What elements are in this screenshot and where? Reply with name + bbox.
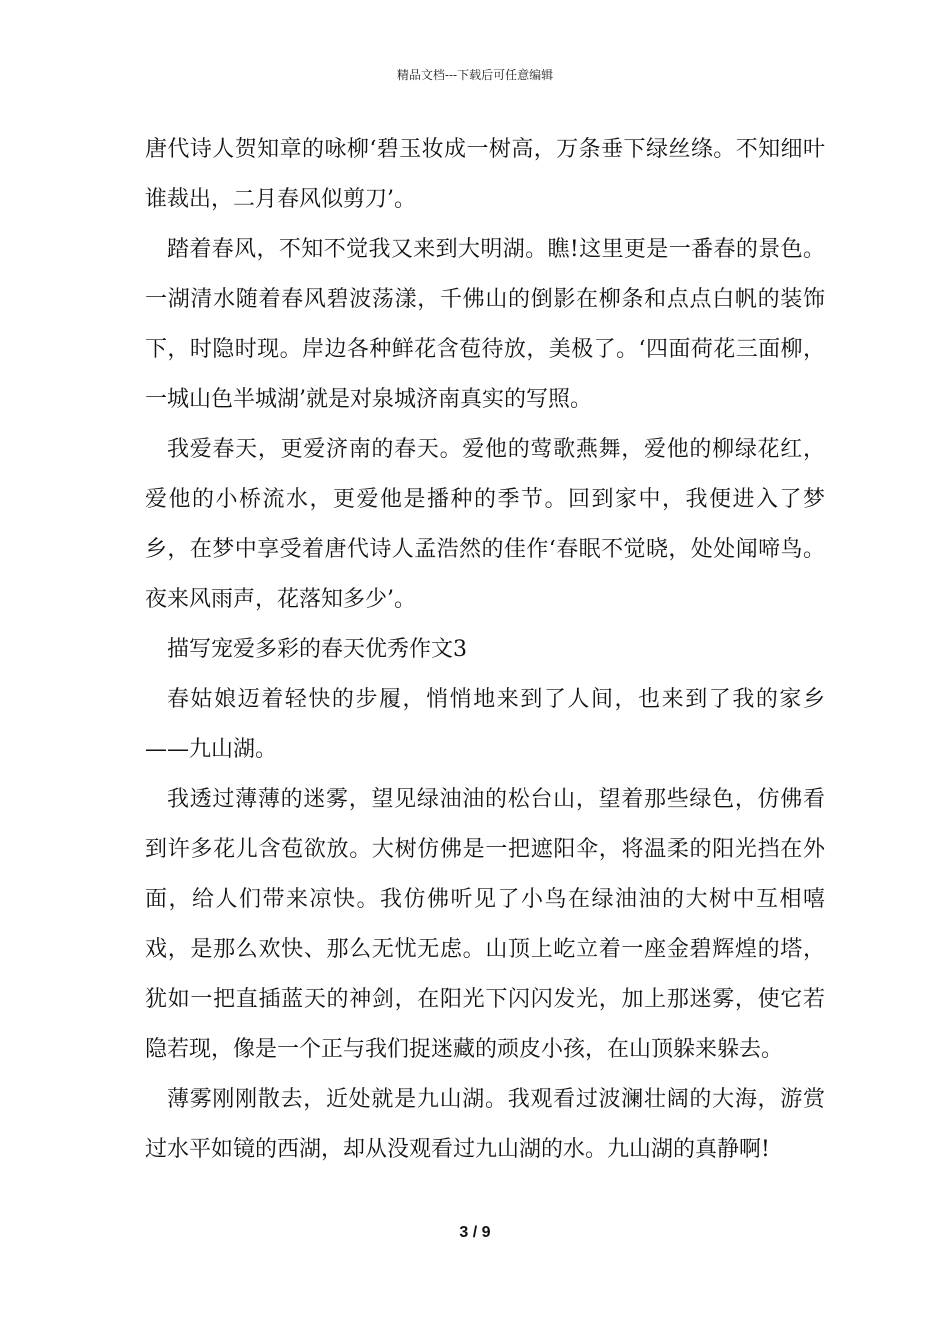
paragraph-songtai-mountain: 我透过薄薄的迷雾，望见绿油油的松台山，望着那些绿色，仿佛看到许多花儿含苞欲放。大树仿佛是一把遮阳伞，将温柔的阳光挡在外面，给人们带来凉快。我仿佛听见了小鸟在绿油油的大树中互相嘻戏，是那么欢快、那么无忧无虑。山顶上屹立着一座金碧辉煌的塔，犹如一把直插蓝天的神剑，在阳光下闪闪发光，加上那迷雾，使它若隐若现，像是一个正与我们捉迷藏的顽皮小孩，在山顶躲来躲去。 — [145, 787, 825, 1062]
paragraph-poem-quote: 唐代诗人贺知章的咏柳‘碧玉妆成一树高，万条垂下绿丝绦。不知细叶谁裁出，二月春风似剪刀’。 — [145, 137, 825, 212]
paragraph-daming-lake: 踏着春风，不知不觉我又来到大明湖。瞧!这里更是一番春的景色。一湖清水随着春风碧波荡漾，千佛山的倒影在柳条和点点白帆的装饰下，时隐时现。岸边各种鲜花含苞待放，美极了。‘四面荷花三面柳，一城山色半城湖’就是对泉城济南真实的写照。 — [145, 237, 825, 412]
paragraph-jiushan-lake: 薄雾刚刚散去，近处就是九山湖。我观看过波澜壮阔的大海，游赏过水平如镜的西湖，却从没观看过九山湖的水。九山湖的真静啊! — [145, 1087, 825, 1162]
page-header: 精品文档---下载后可任意编辑 — [396, 68, 554, 82]
page-number: 3 / 9 — [459, 1224, 491, 1241]
document-body — [145, 125, 825, 1175]
section-heading: 描写宠爱多彩的春天优秀作文3 — [167, 637, 467, 662]
paragraph-spring-arrives: 春姑娘迈着轻快的步履，悄悄地来到了人间，也来到了我的家乡——九山湖。 — [145, 687, 825, 762]
paragraph-jinan-spring: 我爱春天，更爱济南的春天。爱他的莺歌燕舞，爱他的柳绿花红，爱他的小桥流水，更爱他是播种的季节。回到家中，我便进入了梦乡，在梦中享受着唐代诗人孟浩然的佳作‘春眠不觉晓，处处闻啼鸟。夜来风雨声，花落知多少’。 — [145, 437, 825, 612]
